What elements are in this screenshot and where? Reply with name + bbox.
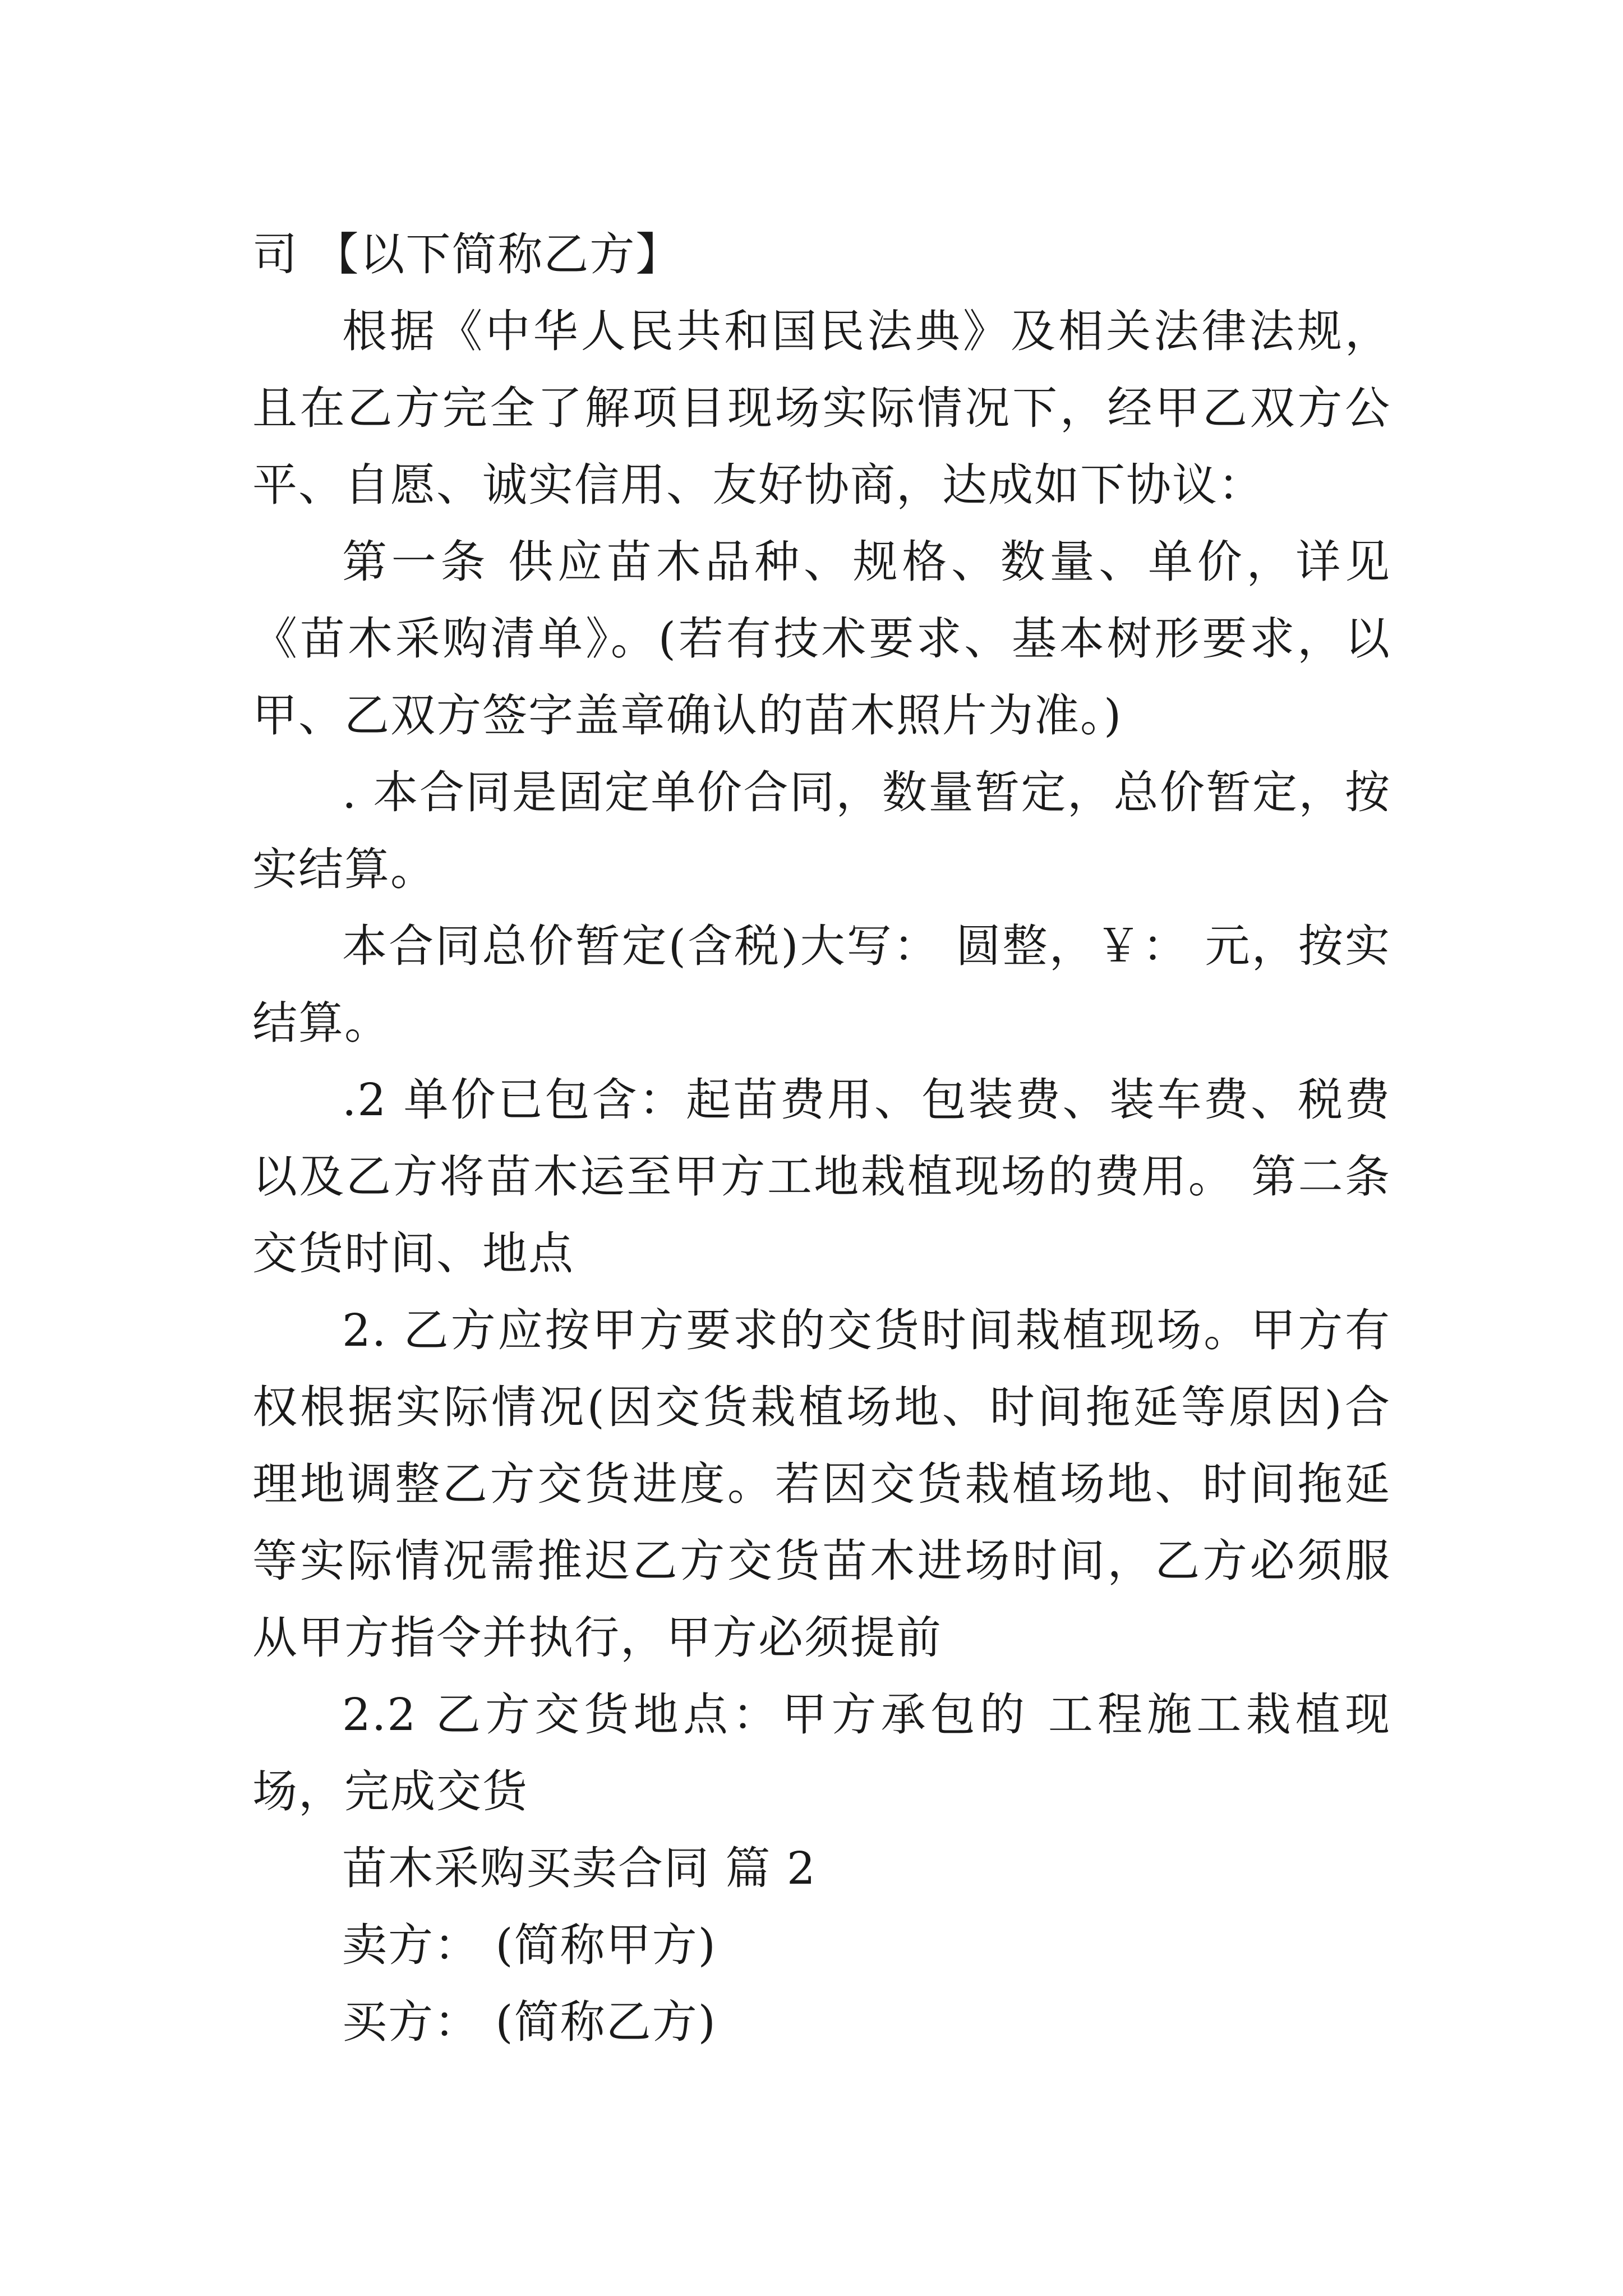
paragraph-party-b-intro: 司 【以下简称乙方】 [252,228,682,280]
seller-line: 卖方： (简称甲方) [342,1919,717,1971]
paragraph-unit-price-includes: .2 单价已包含：起苗费用、包装费、装车费、税费以及乙方将苗木运至甲方工地栽植现场的费用。 第二条 交货时间、地点 [252,1074,1391,1280]
paragraph-fixed-unit-price: . 本合同是固定单价合同，数量暂定，总价暂定，按实结算。 [252,766,1391,895]
document-body [252,216,1391,2060]
buyer-line: 买方： (简称乙方) [342,1996,717,2048]
section-title-contract-2: 苗木采购买卖合同 篇 2 [342,1842,817,1894]
paragraph-delivery-time: 2. 乙方应按甲方要求的交货时间栽植现场。甲方有权根据实际情况(因交货栽植场地、时间拖延等原因)合理地调整乙方交货进度。若因交货栽植场地、时间拖延等实际情况需推迟乙方交货苗木进场时间，乙方必须服从甲方指令并执行，甲方必须提前 [252,1304,1391,1664]
paragraph-total-price: 本合同总价暂定(含税)大写： 圆整，￥： 元，按实结算。 [252,920,1391,1049]
paragraph-legal-basis: 根据《中华人民共和国民法典》及相关法律法规，且在乙方完全了解项目现场实际情况下，经甲乙双方公平、自愿、诚实信用、友好协商，达成如下协议： [252,305,1391,511]
paragraph-delivery-location: 2.2 乙方交货地点：甲方承包的 工程施工栽植现场，完成交货 [252,1688,1391,1818]
paragraph-article-1: 第一条 供应苗木品种、规格、数量、单价，详见《苗木采购清单》。(若有技术要求、基本树形要求，以甲、乙双方签字盖章确认的苗木照片为准。) [252,536,1391,742]
